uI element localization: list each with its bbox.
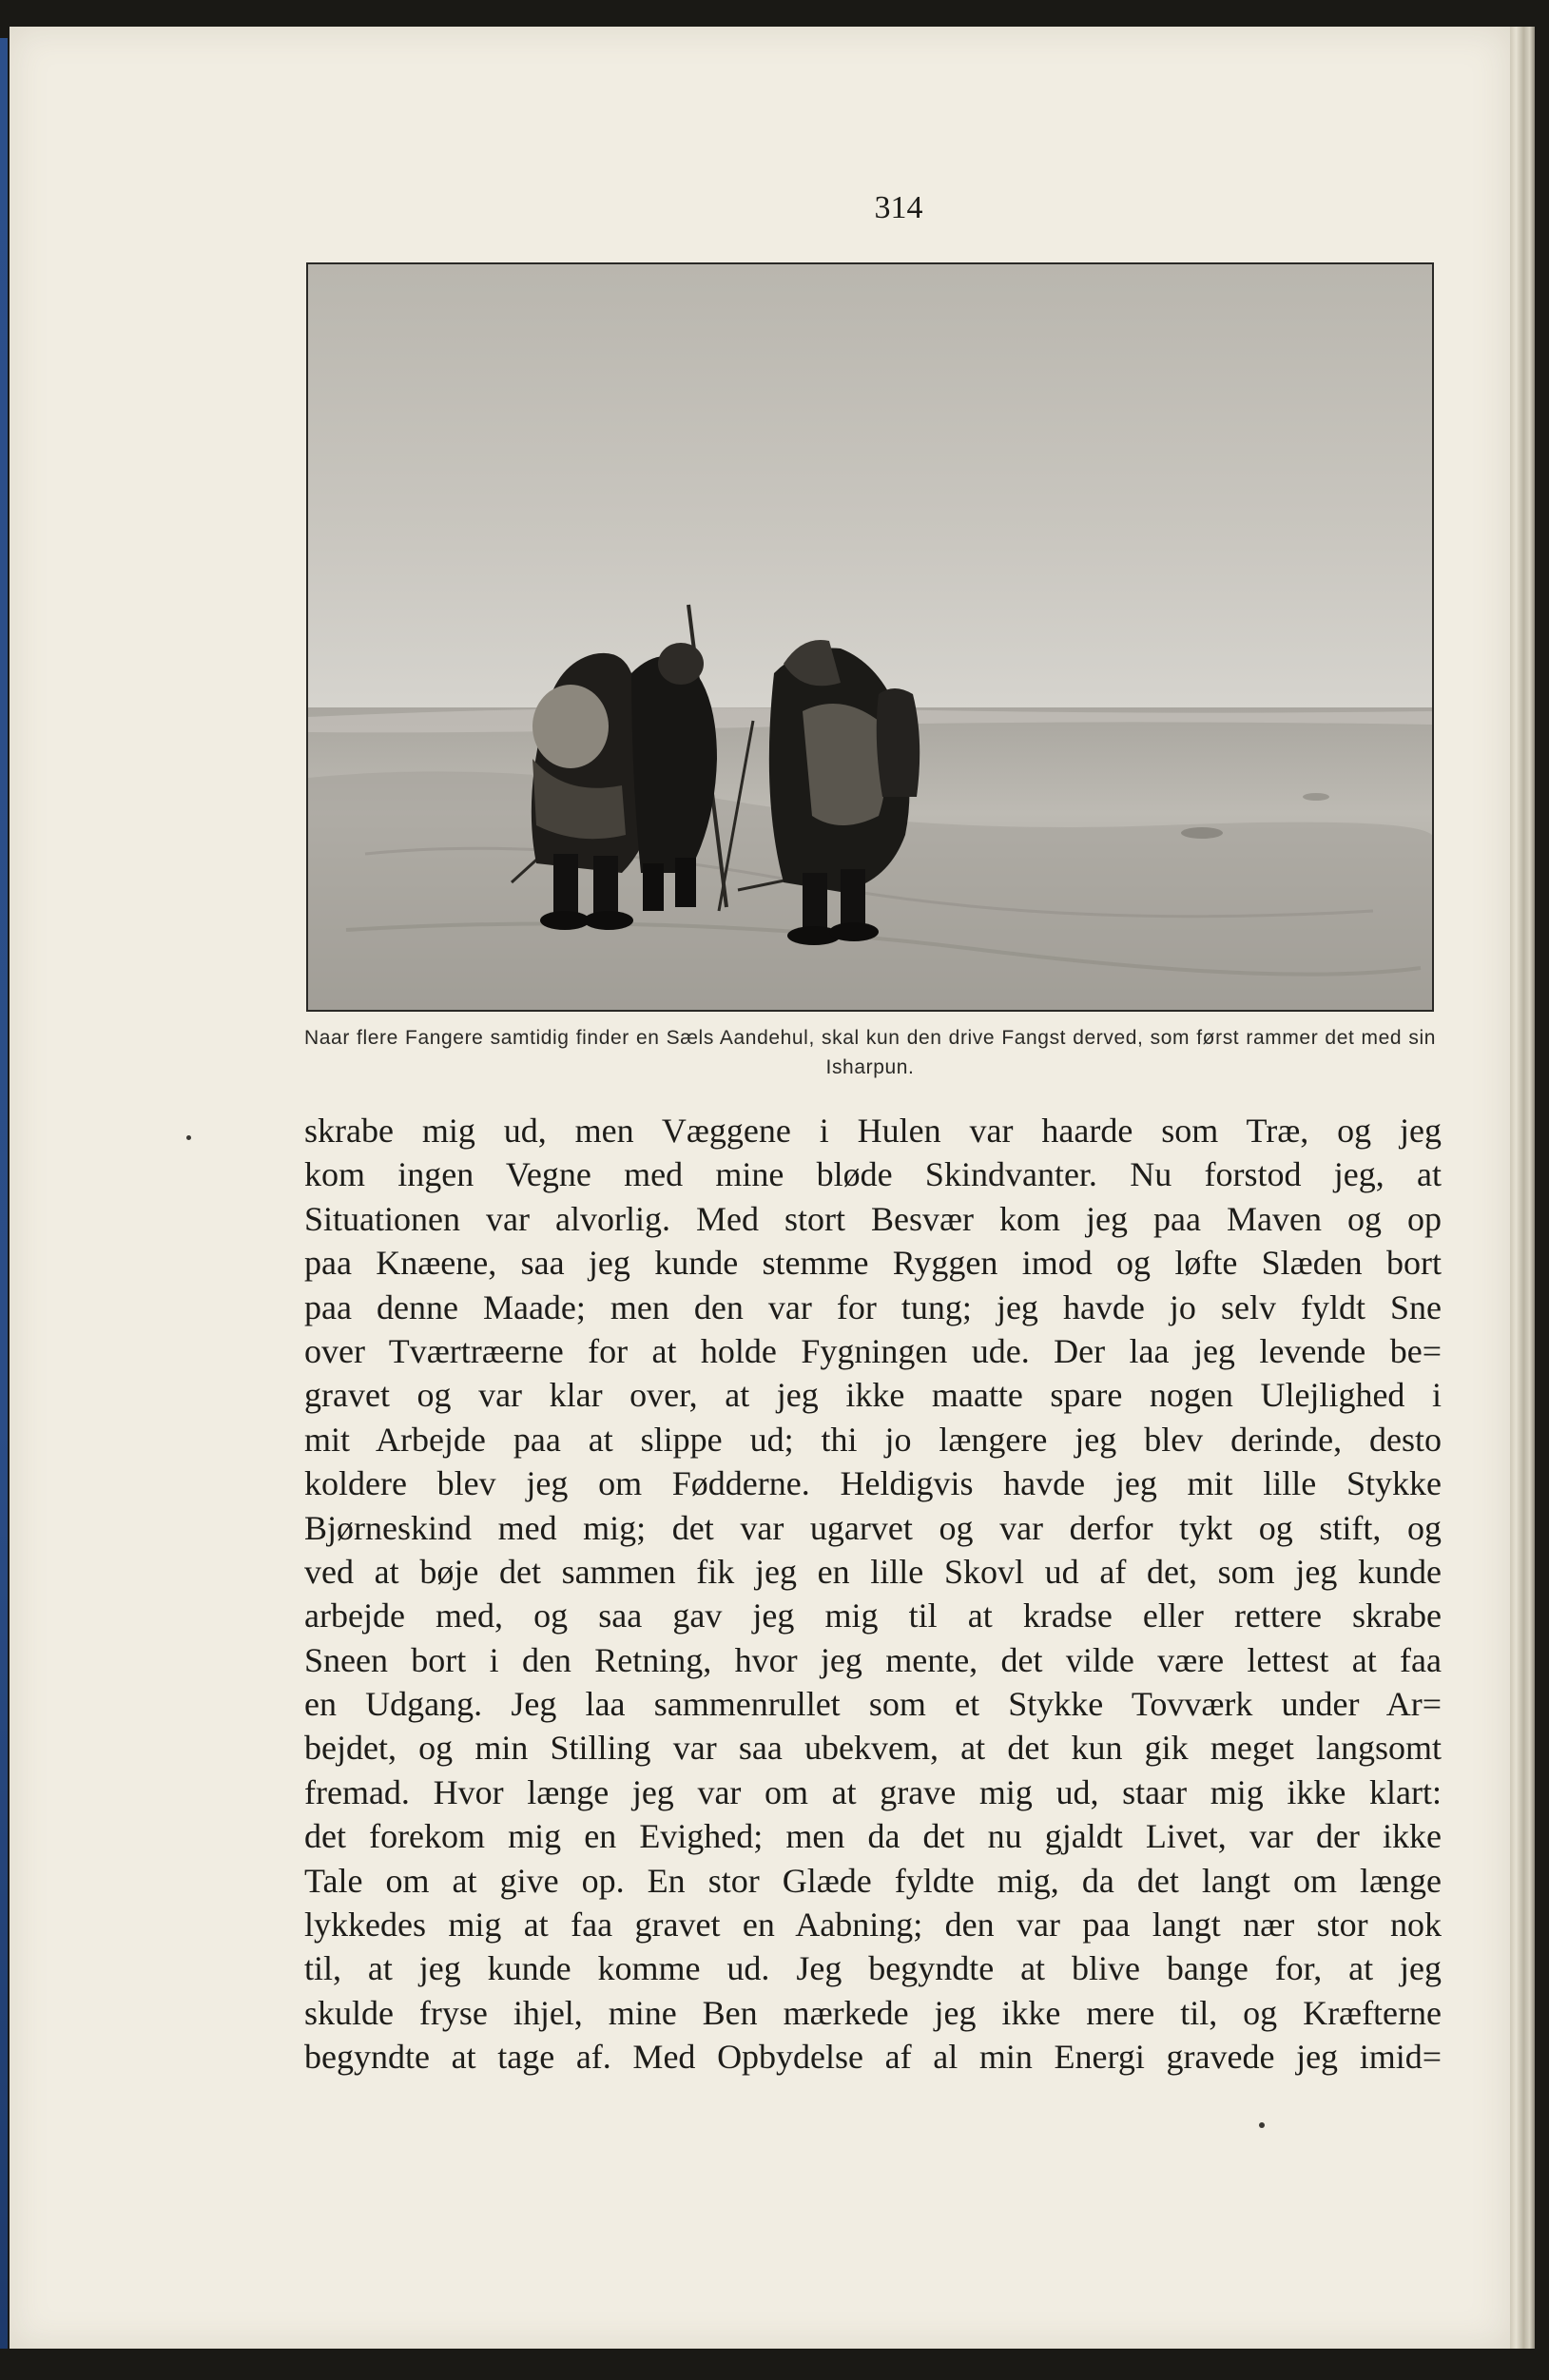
text-line: kom ingen Vegne med mine bløde Skindvanter. Nu forstod jeg, at [304, 1155, 1442, 1194]
text-line: gravet og var klar over, at jeg ikke maatte spare nogen Ulejlighed i [304, 1376, 1442, 1415]
photograph-hunters-on-ice [306, 262, 1434, 1012]
text-line: begyndte at tage af. Med Opbydelse af al min Energi gravede jeg imid= [304, 2038, 1442, 2077]
page-number: 314 [874, 190, 923, 225]
text-line: mit Arbejde paa at slippe ud; thi jo længere jeg blev derinde, desto [304, 1420, 1442, 1459]
text-line: det forekom mig en Evighed; men da det nu gjaldt Livet, var der ikke [304, 1817, 1442, 1856]
body-text [304, 1109, 1442, 2080]
text-line: over Tværtræerne for at holde Fygningen ude. Der laa jeg levende be= [304, 1331, 1442, 1370]
text-line: skrabe mig ud, men Væggene i Hulen var haarde som Træ, og jeg [304, 1112, 1442, 1150]
paper-speck [1259, 2122, 1265, 2128]
page-edge-stack [1510, 27, 1535, 2349]
text-line: arbejde med, og saa gav jeg mig til at kradse eller rettere skrabe [304, 1596, 1442, 1635]
text-line: Tale om at give op. En stor Glæde fyldte mig, da det langt om længe [304, 1861, 1442, 1900]
text-line: bejdet, og min Stilling var saa ubekvem, at det kun gik meget langsomt [304, 1729, 1442, 1768]
text-line: Situationen var alvorlig. Med stort Besvær kom jeg paa Maven og op [304, 1199, 1442, 1238]
paper-speck [186, 1135, 191, 1140]
text-line: fremad. Hvor længe jeg var om at grave mig ud, staar mig ikke klart: [304, 1772, 1442, 1811]
text-line: en Udgang. Jeg laa sammenrullet som et Stykke Tovværk under Ar= [304, 1685, 1442, 1724]
text-line: paa Knæene, saa jeg kunde stemme Ryggen imod og løfte Slæden bort [304, 1244, 1442, 1283]
text-line: ved at bøje det sammen fik jeg en lille Skovl ud af det, som jeg kunde [304, 1552, 1442, 1591]
text-line: lykkedes mig at faa gravet en Aabning; den var paa langt nær stor nok [304, 1906, 1442, 1945]
photo-caption: Naar flere Fangere samtidig finder en Sæls Aandehul, skal kun den drive Fangst derved, som først rammer det med sin Isharpun. [304, 1027, 1436, 1078]
binding-edge [0, 38, 8, 2349]
text-line: skulde fryse ihjel, mine Ben mærkede jeg ikke mere til, og Kræfterne [304, 1993, 1442, 2032]
text-line: paa denne Maade; men den var for tung; jeg havde jo selv fyldt Sne [304, 1287, 1442, 1326]
text-line: Bjørneskind med mig; det var ugarvet og var derfor tykt og stift, og [304, 1508, 1442, 1547]
text-line: koldere blev jeg om Fødderne. Heldigvis havde jeg mit lille Stykke [304, 1464, 1442, 1503]
text-line: til, at jeg kunde komme ud. Jeg begyndte at blive bange for, at jeg [304, 1949, 1442, 1988]
text-line: Sneen bort i den Retning, hvor jeg mente, det vilde være lettest at faa [304, 1640, 1442, 1679]
